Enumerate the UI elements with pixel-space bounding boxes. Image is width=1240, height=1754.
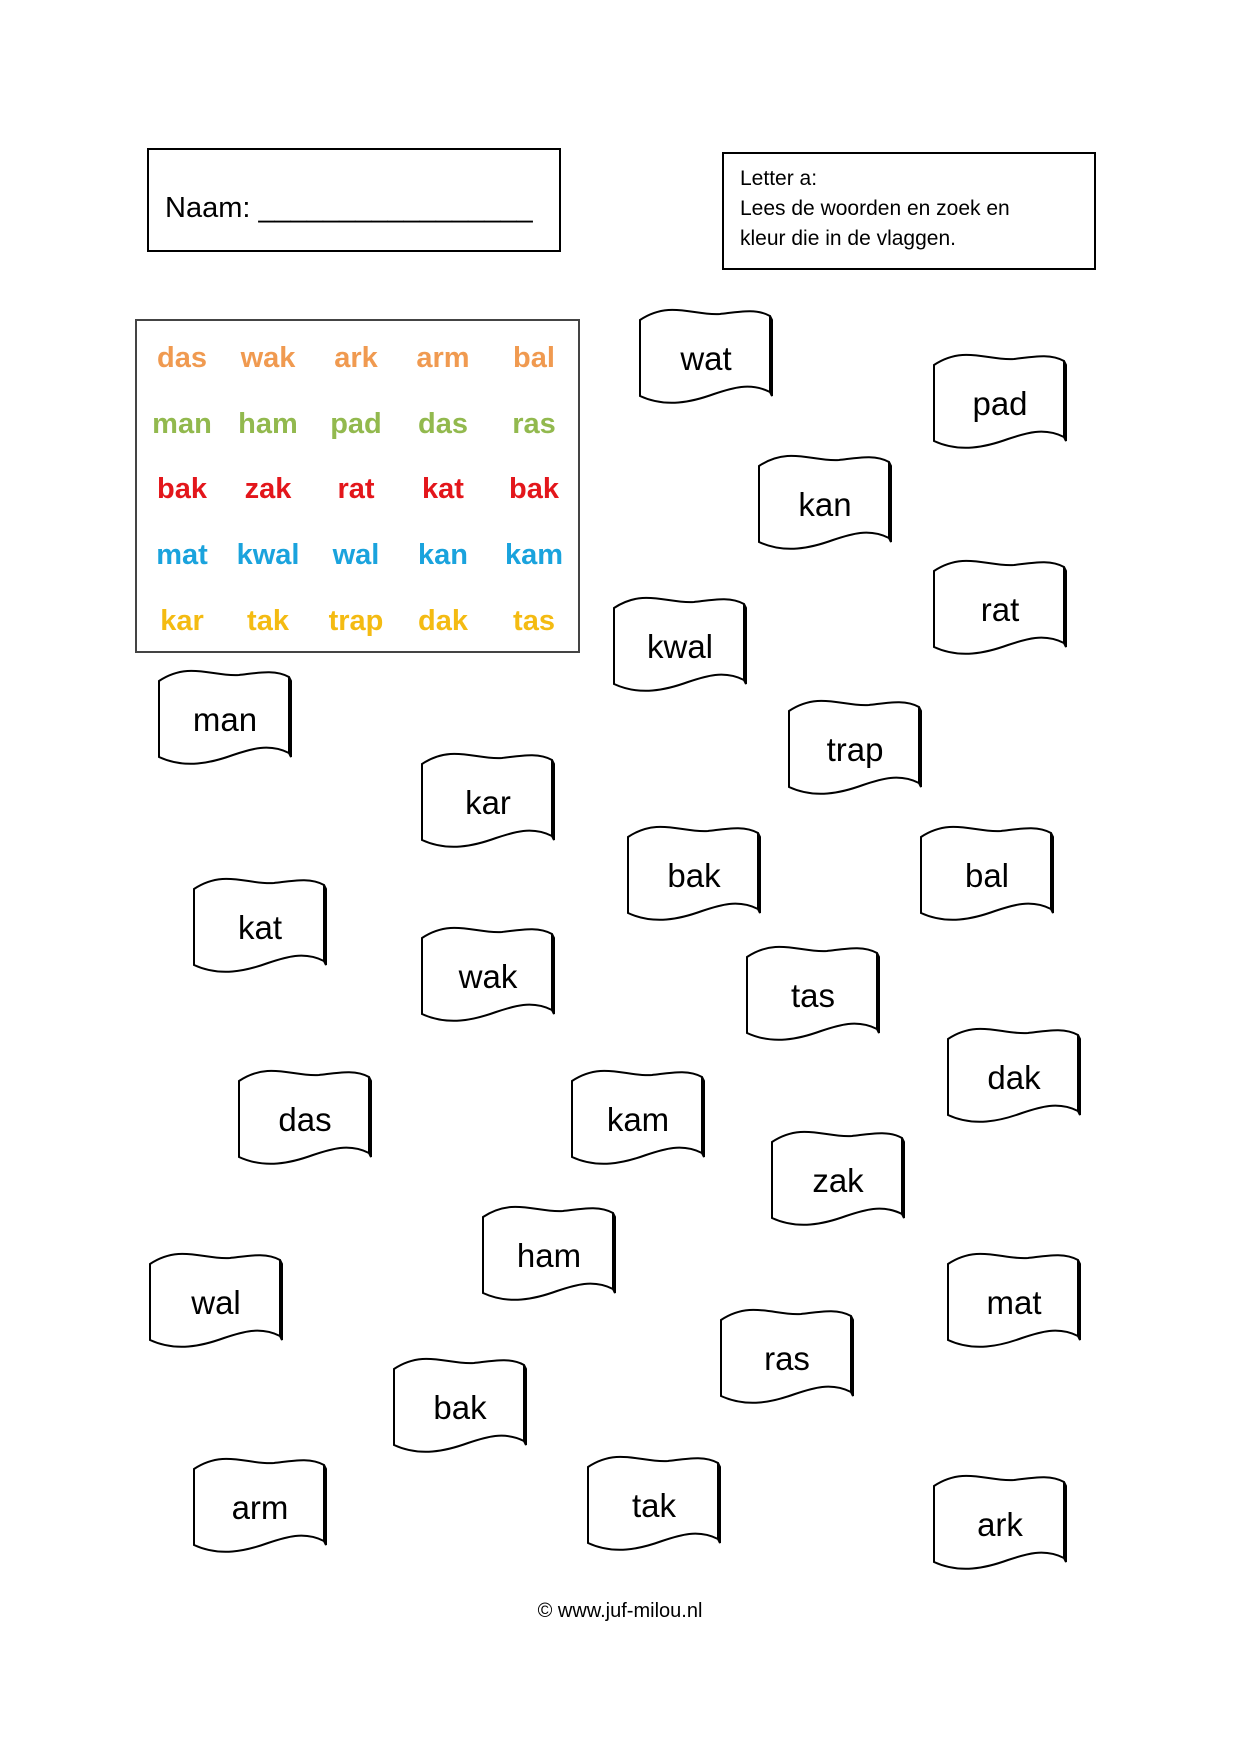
word-flag[interactable] <box>570 1067 706 1171</box>
grid-word: tak <box>247 605 289 637</box>
grid-word: ark <box>334 342 378 374</box>
word-flag[interactable] <box>932 1472 1068 1576</box>
flag-word: bak <box>433 1389 487 1426</box>
grid-word: wal <box>332 539 380 571</box>
word-flag[interactable] <box>192 875 328 979</box>
grid-word: arm <box>416 342 470 374</box>
flag-word: ham <box>516 1237 582 1274</box>
word-flag[interactable] <box>946 1250 1082 1354</box>
copyright-footer: © www.juf-milou.nl <box>537 1600 703 1622</box>
grid-word: kam <box>504 539 564 571</box>
word-flag[interactable] <box>420 750 556 854</box>
grid-word: bak <box>157 473 207 505</box>
flag-word: kat <box>237 909 283 946</box>
grid-word: rat <box>337 473 375 505</box>
word-flag[interactable] <box>745 943 881 1047</box>
flag-word: ark <box>977 1506 1023 1543</box>
grid-word: tas <box>513 605 555 637</box>
flag-word: dak <box>987 1059 1041 1096</box>
instruction-line: kleur die in de vlaggen. <box>740 227 956 250</box>
flag-word: trap <box>826 731 884 768</box>
grid-word: kwal <box>236 539 300 571</box>
color-word-grid <box>135 319 580 653</box>
word-flag[interactable] <box>626 823 762 927</box>
grid-word: bal <box>513 342 555 374</box>
flag-word: wat <box>680 340 732 377</box>
flag-word: das <box>278 1101 332 1138</box>
word-flag[interactable] <box>638 306 774 410</box>
flag-word: man <box>192 701 258 738</box>
flag-word: mat <box>986 1284 1042 1321</box>
flag-word: pad <box>972 385 1028 422</box>
grid-word: trap <box>328 605 384 637</box>
grid-word: dak <box>418 605 468 637</box>
grid-word: kan <box>418 539 468 571</box>
flag-word: tas <box>790 977 836 1014</box>
flag-word: wal <box>191 1284 241 1321</box>
grid-word: zak <box>244 473 292 505</box>
instruction-line: Lees de woorden en zoek en <box>740 197 1010 220</box>
name-box <box>147 148 561 252</box>
flag-word: kwal <box>646 628 714 665</box>
grid-word: man <box>152 408 212 440</box>
name-field-label[interactable]: Naam: _________________ <box>165 192 533 224</box>
word-flag[interactable] <box>932 557 1068 661</box>
flag-word: kan <box>798 486 852 523</box>
word-flag[interactable] <box>932 351 1068 455</box>
flag-word: tak <box>631 1487 677 1524</box>
flag-word: bak <box>667 857 721 894</box>
grid-word: ham <box>238 408 298 440</box>
word-flag[interactable] <box>420 924 556 1028</box>
flag-word: rat <box>980 591 1020 628</box>
grid-word: das <box>157 342 207 374</box>
word-flag[interactable] <box>787 697 923 801</box>
word-flag[interactable] <box>946 1025 1082 1129</box>
flag-word: ras <box>764 1340 810 1377</box>
grid-word: wak <box>240 342 296 374</box>
word-flag[interactable] <box>157 667 293 771</box>
grid-word: mat <box>156 539 208 571</box>
instruction-title: Letter a: <box>740 167 818 190</box>
grid-word: pad <box>330 408 382 440</box>
flag-word: arm <box>231 1489 289 1526</box>
word-flag[interactable] <box>719 1306 855 1410</box>
grid-word: das <box>418 408 468 440</box>
instructions-box <box>722 152 1096 270</box>
grid-word: kar <box>160 605 204 637</box>
word-flag[interactable] <box>757 452 893 556</box>
grid-word: bak <box>509 473 559 505</box>
word-flag[interactable] <box>919 823 1055 927</box>
word-flag[interactable] <box>192 1455 328 1559</box>
word-flag[interactable] <box>770 1128 906 1232</box>
word-flag[interactable] <box>237 1067 373 1171</box>
word-flag[interactable] <box>586 1453 722 1557</box>
flag-word: kar <box>465 784 511 821</box>
flag-word: kam <box>606 1101 670 1138</box>
word-flag[interactable] <box>481 1203 617 1307</box>
flag-word: wak <box>458 958 518 995</box>
flag-word: zak <box>812 1162 864 1199</box>
grid-word: ras <box>512 408 556 440</box>
flag-word: bal <box>964 857 1010 894</box>
word-flag[interactable] <box>612 594 748 698</box>
word-flag[interactable] <box>392 1355 528 1459</box>
word-flag[interactable] <box>148 1250 284 1354</box>
grid-word: kat <box>422 473 464 505</box>
